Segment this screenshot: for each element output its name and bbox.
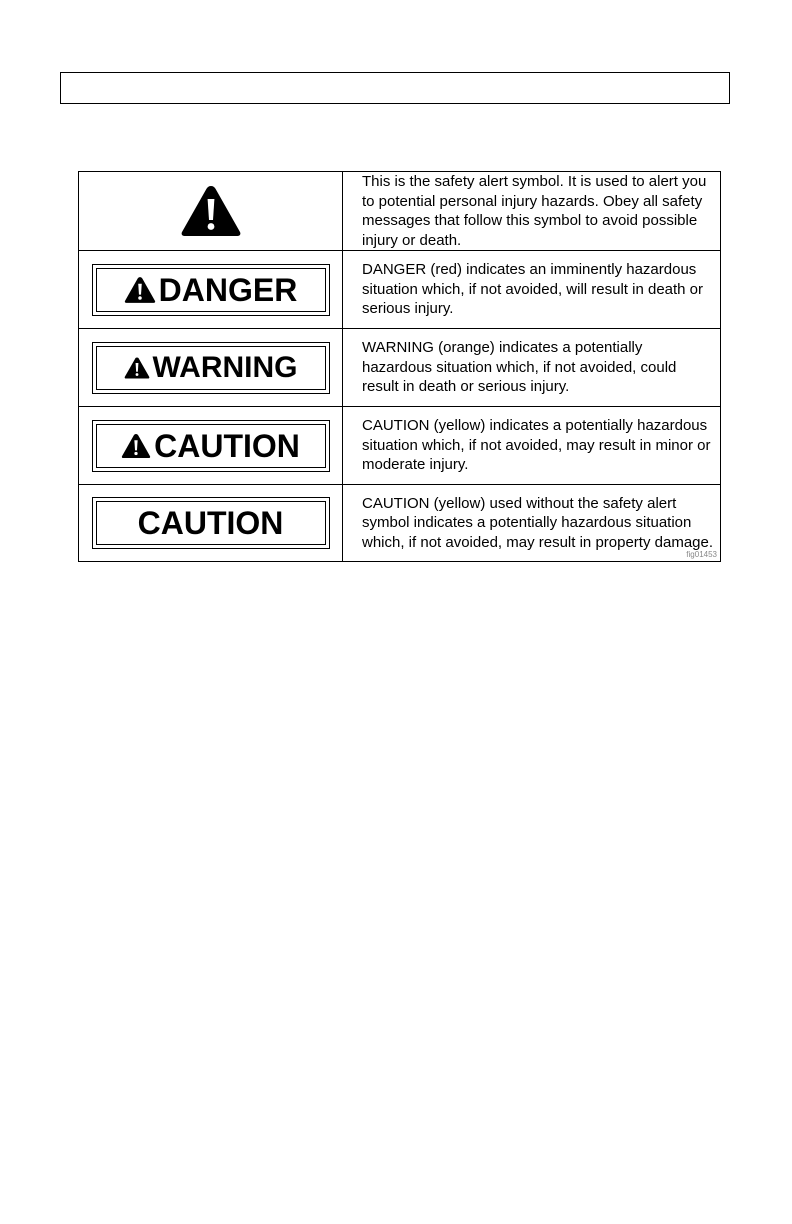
description-cell: [343, 407, 721, 485]
caution-sign-no-symbol: [92, 497, 330, 549]
sign-cell: [79, 407, 343, 485]
description-text: WARNING (orange) indicates a potentially hazardous situation which, if not avoided, could result in death or serious injury.: [362, 339, 677, 396]
description-cell: [343, 329, 721, 407]
description-cell: [343, 485, 721, 562]
description-cell: [343, 251, 721, 329]
table-row: [79, 485, 721, 562]
safety-alert-triangle-icon: [124, 356, 150, 380]
description-text: CAUTION (yellow) indicates a potentially hazardous situation which, if not avoided, may result in minor or moderate injury.: [362, 417, 711, 474]
header-box: [60, 72, 730, 104]
safety-alert-triangle-icon: [124, 276, 156, 304]
table-row: [79, 329, 721, 407]
danger-sign: [92, 264, 330, 316]
signal-word: CAUTION: [154, 427, 300, 464]
safety-alert-triangle-icon: [180, 184, 242, 238]
signal-word: CAUTION: [137, 505, 284, 541]
safety-alert-triangle-icon: [121, 433, 151, 459]
description-text: DANGER (red) indicates an imminently hazardous situation which, if not avoided, will result in death or serious injury.: [362, 261, 704, 318]
sign-cell: [79, 251, 343, 329]
description-cell: [343, 172, 721, 251]
signal-word: DANGER: [158, 271, 298, 308]
signal-word: WARNING: [152, 350, 298, 384]
warning-sign: [92, 342, 330, 394]
figure-code: fig01453: [686, 550, 717, 559]
table-row: [79, 407, 721, 485]
description-text: This is the safety alert symbol. It is used to alert you to potential personal injury hazards. Obey all safety messages that follow this symbol to avoid possible injury or death.: [362, 173, 707, 249]
sign-cell: [79, 329, 343, 407]
sign-cell: [79, 172, 343, 251]
safety-signal-table: [78, 171, 721, 562]
caution-sign: [92, 420, 330, 472]
table-row: [79, 172, 721, 251]
table-row: [79, 251, 721, 329]
description-text: CAUTION (yellow) used without the safety alert symbol indicates a potentially hazardous situation which, if not avoided, may result in property damage.: [362, 494, 714, 551]
sign-cell: [79, 485, 343, 562]
